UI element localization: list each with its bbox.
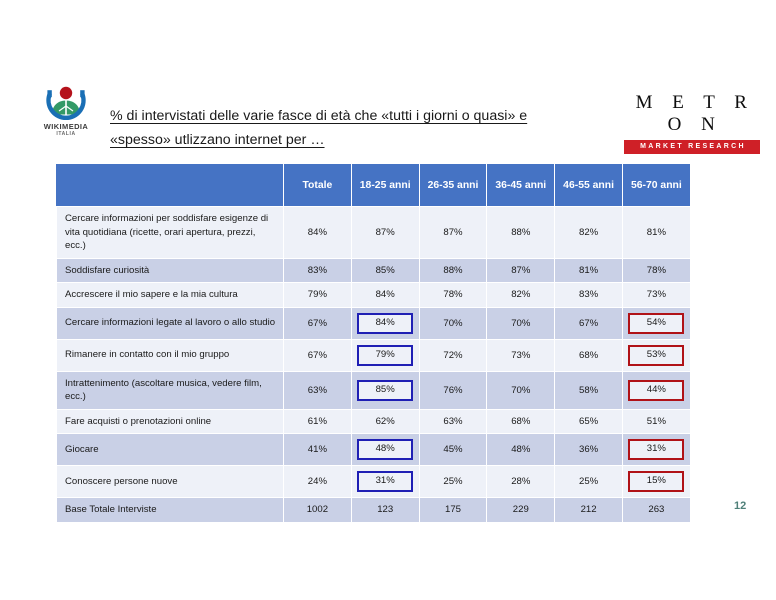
highlight-box-red: 53% xyxy=(628,345,684,366)
column-header-totale: Totale xyxy=(284,164,352,207)
cell-value: 87% xyxy=(351,207,419,259)
highlight-box-red: 54% xyxy=(628,313,684,334)
column-header-a56_70: 56-70 anni xyxy=(622,164,690,207)
cell-value: 48% xyxy=(487,434,555,466)
cell-value: 263 xyxy=(622,498,690,523)
slide-header xyxy=(0,82,776,152)
cell-value: 76% xyxy=(419,371,487,409)
metron-logo xyxy=(624,92,760,154)
row-label: Cercare informazioni legate al lavoro o allo studio xyxy=(57,307,284,339)
cell-value: 51% xyxy=(622,409,690,434)
page-title-line-1: % di intervistati delle varie fasce di età che «tutti i giorni o quasi» e xyxy=(110,108,528,124)
page-number: 12 xyxy=(734,500,747,512)
table-row xyxy=(57,498,691,523)
table-row xyxy=(57,371,691,409)
cell-value xyxy=(622,371,690,409)
cell-value: 78% xyxy=(622,258,690,283)
cell-value: 123 xyxy=(351,498,419,523)
cell-value xyxy=(622,434,690,466)
cell-value: 65% xyxy=(555,409,623,434)
cell-value xyxy=(351,339,419,371)
table-header-row xyxy=(57,164,691,207)
row-label: Soddisfare curiosità xyxy=(57,258,284,283)
highlight-box-blue: 84% xyxy=(357,313,413,334)
highlight-box-blue: 85% xyxy=(357,380,413,401)
cell-value xyxy=(351,371,419,409)
cell-value: 41% xyxy=(284,434,352,466)
highlight-box-red: 15% xyxy=(628,471,684,492)
cell-value: 82% xyxy=(555,207,623,259)
cell-value: 28% xyxy=(487,466,555,498)
row-label: Giocare xyxy=(57,434,284,466)
cell-value: 84% xyxy=(351,283,419,308)
cell-value: 58% xyxy=(555,371,623,409)
wikimedia-logo-name: WIKIMEDIA xyxy=(43,122,89,131)
highlight-box-blue: 79% xyxy=(357,345,413,366)
cell-value xyxy=(622,307,690,339)
cell-value xyxy=(351,307,419,339)
cell-value: 62% xyxy=(351,409,419,434)
cell-value: 212 xyxy=(555,498,623,523)
row-label: Rimanere in contatto con il mio gruppo xyxy=(57,339,284,371)
highlight-box-red: 31% xyxy=(628,439,684,460)
table-header xyxy=(57,164,691,207)
cell-value: 79% xyxy=(284,283,352,308)
column-header-a46_55: 46-55 anni xyxy=(555,164,623,207)
cell-value: 81% xyxy=(622,207,690,259)
cell-value: 229 xyxy=(487,498,555,523)
cell-value: 72% xyxy=(419,339,487,371)
table-row xyxy=(57,409,691,434)
table-row xyxy=(57,258,691,283)
cell-value: 67% xyxy=(284,339,352,371)
cell-value: 88% xyxy=(487,207,555,259)
cell-value: 68% xyxy=(487,409,555,434)
data-table xyxy=(56,163,691,523)
metron-logo-name: M E T R O N xyxy=(635,92,755,135)
highlight-box-red: 44% xyxy=(628,380,684,401)
cell-value: 24% xyxy=(284,466,352,498)
cell-value xyxy=(622,466,690,498)
column-header-blank xyxy=(57,164,284,207)
row-label: Accrescere il mio sapere e la mia cultura xyxy=(57,283,284,308)
cell-value: 70% xyxy=(487,371,555,409)
row-label: Intrattenimento (ascoltare musica, vedere film, ecc.) xyxy=(57,371,284,409)
cell-value: 81% xyxy=(555,258,623,283)
row-label: Fare acquisti o prenotazioni online xyxy=(57,409,284,434)
column-header-a36_45: 36-45 anni xyxy=(487,164,555,207)
cell-value: 83% xyxy=(284,258,352,283)
cell-value xyxy=(351,434,419,466)
cell-value: 73% xyxy=(487,339,555,371)
column-header-a26_35: 26-35 anni xyxy=(419,164,487,207)
wikimedia-logo-icon xyxy=(30,84,102,142)
cell-value: 82% xyxy=(487,283,555,308)
cell-value: 1002 xyxy=(284,498,352,523)
table-row xyxy=(57,207,691,259)
page-title-line-2: «spesso» utlizzano internet per … xyxy=(110,132,325,148)
cell-value: 70% xyxy=(487,307,555,339)
table-row xyxy=(57,434,691,466)
cell-value: 36% xyxy=(555,434,623,466)
cell-value: 67% xyxy=(284,307,352,339)
cell-value: 45% xyxy=(419,434,487,466)
cell-value: 85% xyxy=(351,258,419,283)
cell-value: 175 xyxy=(419,498,487,523)
table-row xyxy=(57,283,691,308)
highlight-box-blue: 31% xyxy=(357,471,413,492)
table-row xyxy=(57,339,691,371)
table-row xyxy=(57,307,691,339)
cell-value xyxy=(622,339,690,371)
data-table-container xyxy=(56,163,690,523)
cell-value: 88% xyxy=(419,258,487,283)
cell-value: 68% xyxy=(555,339,623,371)
cell-value: 83% xyxy=(555,283,623,308)
row-label: Conoscere persone nuove xyxy=(57,466,284,498)
cell-value: 25% xyxy=(555,466,623,498)
column-header-a18_25: 18-25 anni xyxy=(351,164,419,207)
cell-value: 70% xyxy=(419,307,487,339)
cell-value: 73% xyxy=(622,283,690,308)
cell-value xyxy=(351,466,419,498)
cell-value: 63% xyxy=(284,371,352,409)
cell-value: 63% xyxy=(419,409,487,434)
cell-value: 87% xyxy=(419,207,487,259)
cell-value: 84% xyxy=(284,207,352,259)
row-label: Base Totale Interviste xyxy=(57,498,284,523)
wikimedia-logo-sub: ITALIA xyxy=(56,131,76,137)
row-label: Cercare informazioni per soddisfare esigenze di vita quotidiana (ricette, orari apertura, prezzi, ecc.) xyxy=(57,207,284,259)
cell-value: 25% xyxy=(419,466,487,498)
cell-value: 87% xyxy=(487,258,555,283)
table-body xyxy=(57,207,691,523)
cell-value: 61% xyxy=(284,409,352,434)
metron-logo-tagline: MARKET RESEARCH xyxy=(624,140,760,154)
table-row xyxy=(57,466,691,498)
highlight-box-blue: 48% xyxy=(357,439,413,460)
cell-value: 78% xyxy=(419,283,487,308)
page-title xyxy=(110,104,610,152)
cell-value: 67% xyxy=(555,307,623,339)
